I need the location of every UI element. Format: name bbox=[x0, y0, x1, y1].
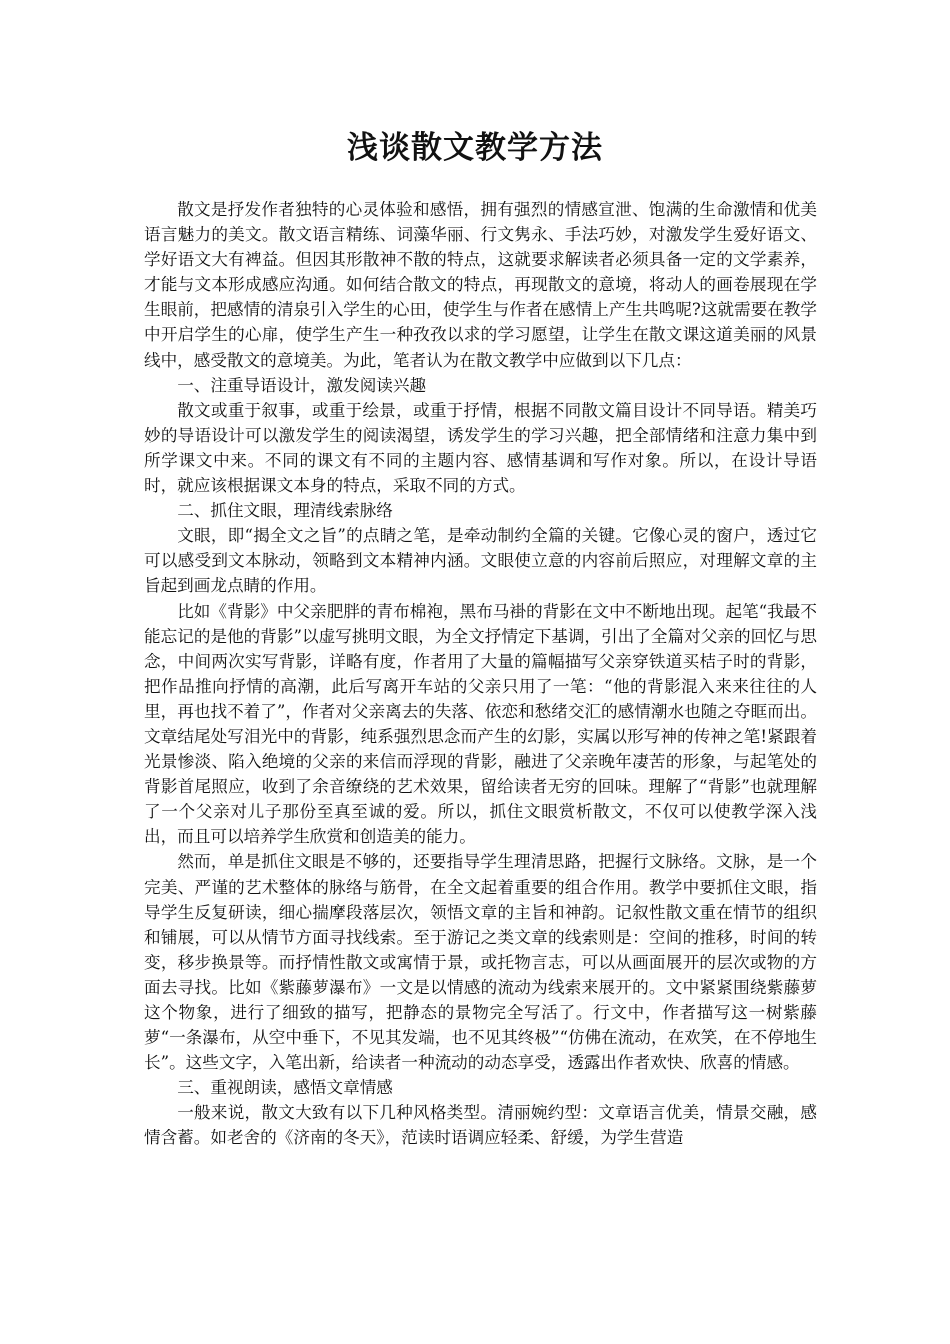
section-2-paragraph-1: 文眼，即“揭全文之旨”的点睛之笔，是牵动制约全篇的关键。它像心灵的窗户，透过它可以感受到文本脉动，领略到文本精神内涵。文眼使立意的内容前后照应，对理解文章的主旨起到画龙点睛的作用。 bbox=[144, 526, 817, 596]
section-2-paragraph-2: 比如《背影》中父亲肥胖的青布棉袍，黑布马褂的背影在文中不断地出现。起笔“我最不能忘记的是他的背影”以虚写挑明文眼，为全文抒情定下基调，引出了全篇对父亲的回忆与思念，中间两次实写背影，详略有度，作者用了大量的篇幅描写父亲穿铁道买桔子时的背影，把作品推向抒情的高潮，此后写离开车站的父亲只用了一笔：“他的背影混入来来往往的人里，再也找不着了”，作者对父亲离去的失落、依恋和愁绪交汇的感情潮水也随之夺眶而出。文章结尾处写泪光中的背影，纯系强烈思念而产生的幻影，实属以形写神的传神之笔!紧跟着光景惨淡、陷入绝境的父亲的来信而浮现的背影，融进了父亲晚年凄苦的形象，与起笔处的背影首尾照应，收到了余音缭绕的艺术效果，留给读者无穷的回味。理解了“背影”也就理解了一个父亲对儿子那份至真至诚的爱。所以，抓住文眼赏析散文，不仅可以使教学深入浅出，而且可以培养学生欣赏和创造美的能力。 bbox=[144, 601, 817, 847]
section-3-paragraph: 一般来说，散文大致有以下几种风格类型。清丽婉约型：文章语言优美，情景交融，感情含蓄。如老舍的《济南的冬天》，范读时语调应轻柔、舒缓，为学生营造 bbox=[144, 1103, 817, 1148]
section-heading-2: 二、抓住文眼，理清线索脉络 bbox=[177, 501, 393, 521]
section-heading-1: 一、注重导语设计，激发阅读兴趣 bbox=[177, 375, 427, 395]
section-2-paragraph-3: 然而，单是抓住文眼是不够的，还要指导学生理清思路，把握行文脉络。文脉，是一个完美、严谨的艺术整体的脉络与筋骨，在全文起着重要的组合作用。教学中要抓住文眼，指导学生反复研读，细心揣摩段落层次，领悟文章的主旨和神韵。记叙性散文重在情节的组织和铺展，可以从情节方面寻找线索。至于游记之类文章的线索则是：空间的推移，时间的转变，移步换景等。而抒情性散文或寓情于景，或托物言志，可以从画面展开的层次或物的方面去寻找。比如《紫藤萝瀑布》一文是以情感的流动为线索来展开的。文中紧紧围绕紫藤萝这个物象，进行了细致的描写，把静态的景物完全写活了。行文中，作者描写这一树紫藤萝“一条瀑布，从空中垂下，不见其发端，也不见其终极”“仿佛在流动，在欢笑，在不停地生长”。这些文字，入笔出新，给读者一种流动的动态享受，透露出作者欢快、欣喜的情感。 bbox=[144, 852, 817, 1073]
intro-paragraph: 散文是抒发作者独特的心灵体验和感悟，拥有强烈的情感宣泄、饱满的生命激情和优美语言魅力的美文。散文语言精练、词藻华丽、行文隽永、手法巧妙，对激发学生爱好语文、学好语文大有裨益。但因其形散神不散的特点，这就要求解读者必须具备一定的文学素养，才能与文本形成感应沟通。如何结合散文的特点，再现散文的意境，将动人的画卷展现在学生眼前，把感情的清泉引入学生的心田，使学生与作者在感情上产生共鸣呢?这就需要在教学中开启学生的心扉，使学生产生一种孜孜以求的学习愿望，让学生在散文课这道美丽的风景线中，感受散文的意境美。为此，笔者认为在散文教学中应做到以下几点： bbox=[144, 200, 817, 370]
document-title: 浅谈散文教学方法 bbox=[347, 130, 603, 166]
section-heading-3: 三、重视朗读，感悟文章情感 bbox=[177, 1078, 393, 1098]
section-1-paragraph: 散文或重于叙事，或重于绘景，或重于抒情，根据不同散文篇目设计不同导语。精美巧妙的导语设计可以激发学生的阅读渴望，诱发学生的学习兴趣，把全部情绪和注意力集中到所学课文中来。不同的课文有不同的主题内容、感情基调和写作对象。所以，在设计导语时，就应该根据课文本身的特点，采取不同的方式。 bbox=[144, 400, 817, 496]
document-body bbox=[144, 197, 817, 1151]
